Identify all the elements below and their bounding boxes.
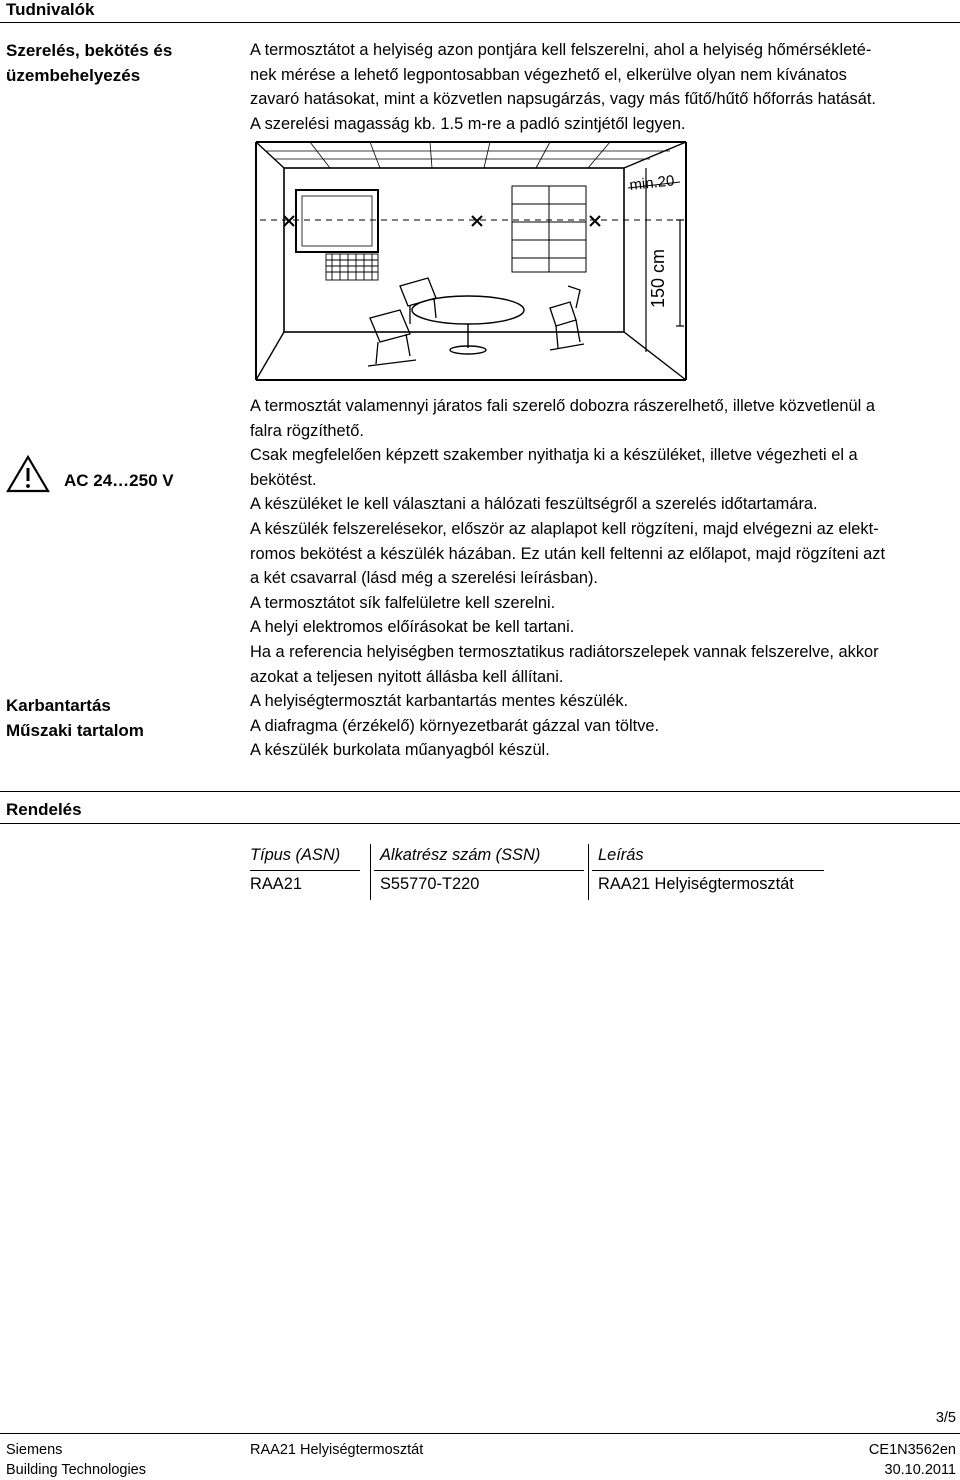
paragraph-line: bekötést.: [250, 470, 317, 489]
paragraph-line: A termosztát valamennyi járatos fali szerelő dobozra rászerelhető, illetve közvetlenül a: [250, 397, 875, 415]
table-cell: S55770-T220: [380, 875, 480, 893]
table-cell: RAA21: [250, 875, 302, 893]
footer-division: Building Technologies: [6, 1462, 147, 1478]
paragraph: [250, 394, 955, 443]
paragraph-line: A diafragma (érzékelő) környezetbarát gázzal van töltve.: [250, 716, 660, 735]
footer-product: RAA21 Helyiségtermosztát: [250, 1442, 424, 1458]
section-title-rendeles: Rendelés: [6, 800, 82, 819]
paragraph-line: falra rögzíthető.: [250, 421, 364, 440]
paragraph: [250, 443, 955, 492]
footer-rule: [0, 1433, 960, 1434]
height-dimension: [676, 220, 684, 326]
install-paragraph: [250, 38, 955, 136]
install-line-3: zavaró hatásokat, mint a közvetlen napsugárzás, vagy más fűtő/hűtő hőforrás hatását.: [250, 90, 876, 109]
mounting-illustration: [250, 138, 692, 384]
back-wall: [284, 168, 624, 332]
install-line-4: A szerelési magasság kb. 1.5 m-re a padló szintjétől legyen.: [250, 114, 686, 133]
radiator: [326, 254, 378, 280]
maintenance-heading: [6, 693, 144, 743]
paragraph: [250, 640, 955, 689]
section-rule-top: [0, 22, 960, 23]
paragraph-line: Csak megfelelően képzett szakember nyithatja ki a készüléket, illetve végezheti el a: [250, 446, 858, 465]
height-label: 150 cm: [648, 248, 668, 308]
paragraph-line: Ha a referencia helyiségben termosztatikus radiátorszelepek vannak felszerelve, akkor: [250, 642, 879, 661]
install-line-2: nek mérése a lehető legpontosabban végezhető el, elkerülve olyan nem kívánatos: [250, 65, 847, 84]
table-header-cell: Alkatrész szám (SSN): [380, 846, 541, 864]
room-drawing: [250, 138, 692, 384]
window: [296, 190, 378, 252]
footer-doc-id: CE1N3562en: [868, 1442, 956, 1458]
paragraph-line: A készülék felszerelésekor, először az alaplapot kell rögzíteni, majd elvégezni az elekt-: [250, 519, 879, 538]
footer-left: [6, 1440, 146, 1480]
section-title-tudnivalok: Tudnivalók: [6, 0, 95, 19]
paragraph: [250, 492, 955, 517]
footer-center: [250, 1440, 423, 1460]
install-heading-line-1: Szerelés, bekötés és: [6, 41, 173, 60]
warning-triangle-icon: [6, 455, 50, 493]
paragraph: [250, 615, 955, 640]
footer-company: Siemens: [6, 1442, 63, 1458]
install-line-1: A termosztátot a helyiség azon pontjára kell felszerelni, ahol a helyiség hőmérsékleté-: [250, 41, 872, 59]
footer-right: [869, 1440, 956, 1480]
table-header-row: [250, 842, 830, 870]
paragraph-line: A helyiségtermosztát karbantartás mentes készülék.: [250, 692, 629, 711]
paragraph: [250, 517, 955, 591]
table-header-cell: Típus (ASN): [250, 846, 341, 864]
install-heading-line-2: üzembehelyezés: [6, 66, 141, 85]
paragraph: [250, 591, 955, 616]
paragraph-line: A készüléket le kell választani a hálózati feszültségről a szerelés időtartamára.: [250, 495, 818, 514]
page-number: 3/5: [935, 1410, 956, 1426]
table-cell: RAA21 Helyiségtermosztát: [598, 875, 794, 893]
x-marks: [284, 216, 600, 226]
min-label: min.20: [628, 172, 676, 194]
maintenance-heading-line-2: Műszaki tartalom: [6, 721, 144, 740]
paragraph: [250, 738, 955, 763]
section-rule-order-bottom: [0, 823, 960, 824]
section-rule-order: [0, 791, 960, 792]
footer-date: 30.10.2011: [884, 1462, 956, 1478]
table-row: [250, 871, 830, 899]
bookshelf: [512, 186, 586, 272]
body-paragraphs: [250, 394, 955, 763]
paragraph-line: romos bekötést a készülék házában. Ez után kell feltenni az előlapot, majd rögzíteni azt: [250, 544, 886, 563]
paragraph-line: a két csavarral (lásd még a szerelési leírásban).: [250, 569, 598, 588]
paragraph-line: A termosztátot sík falfelületre kell szerelni.: [250, 593, 556, 612]
maintenance-heading-line-1: Karbantartás: [6, 696, 111, 715]
install-heading: [6, 38, 172, 88]
paragraph-line: A készülék burkolata műanyagból készül.: [250, 741, 550, 760]
paragraph-line: A helyi elektromos előírásokat be kell tartani.: [250, 618, 575, 637]
table-header-cell: Leírás: [598, 846, 644, 864]
paragraph-line: azokat a teljesen nyitott állásba kell állítani.: [250, 667, 564, 686]
paragraph: [250, 689, 955, 714]
chairs: [368, 278, 584, 366]
table-furniture: [412, 296, 524, 354]
paragraph: [250, 714, 955, 739]
voltage-label: AC 24…250 V: [64, 471, 174, 490]
